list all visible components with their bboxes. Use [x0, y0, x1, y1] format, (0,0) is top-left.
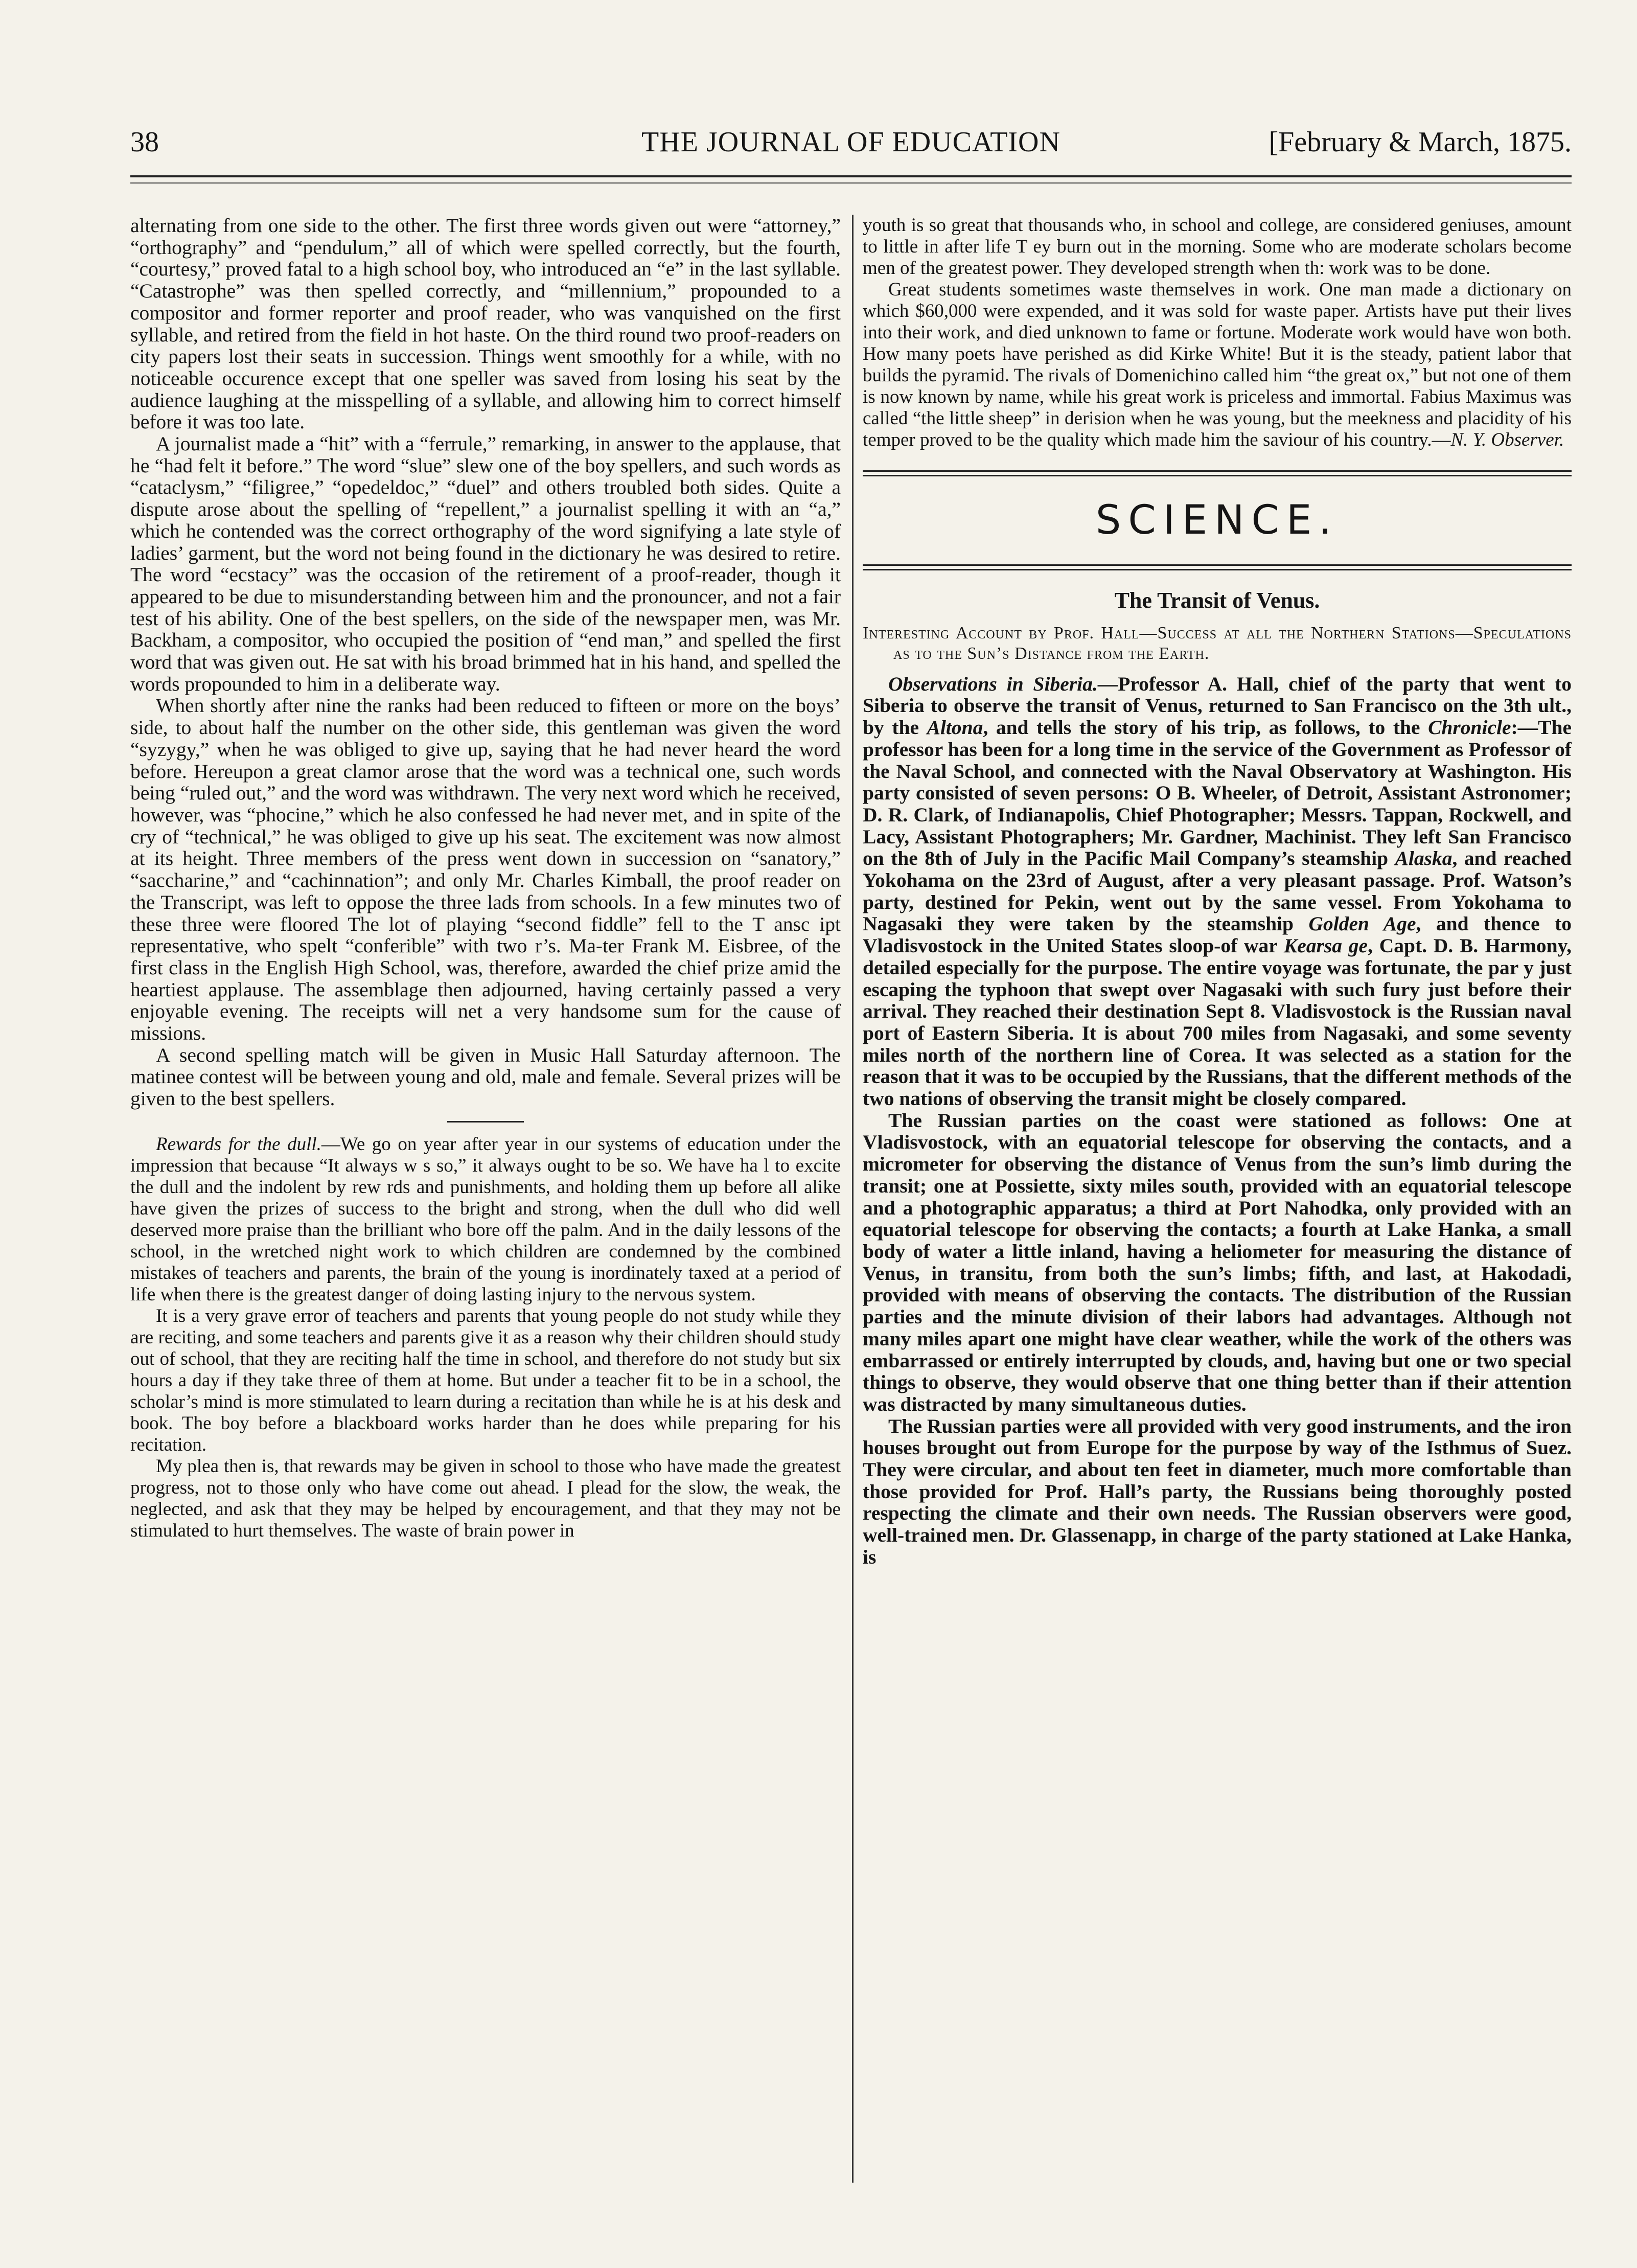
spelling-match-paragraph: alternating from one side to the other. The first three words given out were “attorney,” “orthography” and “pendulum,” all of which were spelled correctly, but the fourth, “courtesy,” proved fatal to a high school boy, who introduced an “e” in the last syllable. “Catastrophe” was then spelled correctly, and “millennium,” propounded to a compositor and former reporter and proof reader, who was vanquished on the first syllable, and retired from the field in hot haste. On the third round two proof-readers on city papers lost their seats in succession. Things went smoothly for a while, with no noticeable occurence except that one speller was saved from losing his seat by the audience laughing at the misspelling of a syllable, and allowing him to correct himself before it was too late.	[130, 215, 841, 433]
article-paragraph: Observations in Siberia.—Professor A. Hall, chief of the party that went to Siberia to observe the transit of Venus, returned to San Francisco on the 3th ult., by the Altona, and tells the story of his trip, as follows, to the Chronicle:—The professor has been for a long time in the service of the Government as Professor of the Naval School, and connected with the Naval Observatory at Washington. His party consisted of seven persons: O B. Wheeler, of Detroit, Assistant Astronomer; D. R. Clark, of Indianapolis, Chief Photographer; Messrs. Tappan, Rockwell, and Lacy, Assistant Photographers; Mr. Gardner, Machinist. They left San Francisco on the 8th of July in the Pacific Mail Company’s steamship Alaska, and reached Yokohama on the 23rd of August, after a very pleasant passage. Prof. Watson’s party, destined for Pekin, went out by the same vessel. From Yokohama to Nagasaki they were taken by the steamship Golden Age, and thence to Vladisvostock in the United States sloop-of war Kearsa ge, Capt. D. B. Harmony, detailed especially for the purpose. The entire voyage was fortunate, the par y just escaping the typhoon that swept over Nagasaki with such fury just before their arrival. They reached their destination Sept 8. Vladisvostock is the Russian naval port of Eastern Siberia. It is about 700 miles from Nagasaki, and some seventy miles north of the northern line of Corea. It was selected as a station for the reason that it was to be occupied by the Russians, that the different methods of the two nations of observing the transit might be closely compared.	[863, 672, 1572, 1110]
article-subheading: Interesting Account by Prof. Hall—Success at all the Northern Stations—Speculations as to the Sun’s Distance from the Earth.	[863, 623, 1572, 663]
header-rule-thin	[130, 182, 1572, 184]
left-column	[130, 215, 841, 2198]
page-header	[130, 122, 1572, 163]
article-paragraph: The Russian parties on the coast were stationed as follows: One at Vladisvostock, with an equatorial telescope for observing the contacts, and a micrometer for observing the distance of Venus from the sun’s limb during the transit; one at Possiette, sixty miles south, provided with an equatorial telescope and a photographic apparatus; a third at Port Nahodka, only provided with an equatorial telescope for observing the contacts; a fourth at Lake Hanka, a small body of water a little inland, having a heliometer for measuring the distance of Venus, in transitu, from both the sun’s limbs; fifth, and last, at Hakodadi, provided with means of observing the contacts. The distribution of the Russian parties and the minute division of their labors had advantages. Although not many miles apart one might have clear weather, while the work of the others was embarrassed or entirely interrupted by clouds, and, having but one or two special things to observe, they would observe that one thing better than if their attention was distracted by many simultaneous duties.	[863, 1109, 1572, 1415]
journal-title: THE JOURNAL OF EDUCATION	[641, 126, 1060, 158]
rewards-continued: youth is so great that thousands who, in school and college, are considered geniuses, amount to little in after life T ey burn out in the morning. Some who are moderate scholars become men of the greatest power. They developed strength when th: work was to be done.	[863, 215, 1572, 279]
article-title: The Transit of Venus.	[1114, 588, 1320, 613]
rewards-lead: Rewards for the dull.	[156, 1133, 321, 1155]
right-column	[863, 215, 1572, 2198]
rewards-paragraph: It is a very grave error of teachers and parents that young people do not study while they are reciting, and some teachers and parents give it as a reason why their children should study out of school, that they are reciting half the time in school, and therefore do not study but six hours a day if they take three of them at home. But under a teacher fit to be in a school, the scholar’s mind is more stimulated to learn during a recitation than while he is at his desk and book. The boy before a blackboard works harder than he does while preparing for his recitation.	[130, 1305, 841, 1455]
header-rule	[130, 175, 1572, 177]
rewards-paragraph	[130, 1134, 841, 1305]
great-students-paragraph: Great students sometimes waste themselves in work. One man made a dictionary on which $60,000 were expended, and it was sold for waste paper. Artists have put their lives into their work, and died unknown to fame or fortune. Moderate work would have won both. How many poets have perished as did Kirke White! But it is the steady, patient labor that builds the pyramid. The rivals of Domenichino called him “the great ox,” but not one of them is now known by name, while his great work is priceless and immortal. Fabius Maximus was called “the little sheep” in derision when he was young, but the meekness and placidity of his temper proved to be the quality which made him the saviour of his country.—N. Y. Observer.	[863, 279, 1572, 450]
rewards-paragraph: My plea then is, that rewards may be given in school to those who have made the greatest progress, not to those only who have come out ahead. I plead for the slow, the weak, the neglected, and ask that they may be helped by encouragement, and that they may not be stimulated to hurt themselves. The waste of brain power in	[130, 1455, 841, 1541]
page-number: 38	[130, 126, 159, 158]
source-attribution: N. Y. Observer.	[1450, 429, 1564, 450]
spelling-match-paragraph: When shortly after nine the ranks had been reduced to fifteen or more on the boys’ side, to about half the number on the other side, this gentleman was given the word “syzygy,” when he was obliged to give up, saying that he had never heard the word before. Hereupon a great clamor arose that the word was a technical one, such words being “ruled out,” and the word was withdrawn. The very next word which he received, however, was “phocine,” which he also confessed he had never met, and in spite of the cry of “technical,” he was obliged to give up his seat. The excitement was now almost at its height. Three members of the press went down in succession on “sanatory,” “saccharine,” and “cachinnation”; and only Mr. Charles Kimball, the proof reader on the Transcript, was left to oppose the three lads from schools. In a few minutes two of these three were floored The lot of playing “second fiddle” fell to the T ansc ipt representative, who spelt “conferible” with two r’s. Ma-ter Frank M. Eisbree, of the first class in the English High School, was, therefore, awarded the chief prize amid the heartiest applause. The assemblage then adjourned, having certainly passed a very enjoyable evening. The receipts will net a very handsome sum for the cause of missions.	[130, 694, 841, 1045]
issue-date: [February & March, 1875.	[1269, 126, 1572, 158]
section-title: SCIENCE.	[1095, 497, 1339, 543]
spelling-match-paragraph: A second spelling match will be given in Music Hall Saturday afternoon. The matinee contest will be between young and old, male and female. Several prizes will be given to the best spellers.	[130, 1043, 841, 1110]
section-rule	[863, 564, 1572, 570]
rewards-text: —We go on year after year in our systems of education under the impression that because “It always w s so,” it always ought to be so. We have ha l to excite the dull and the indolent by rew rds and punishments, and holding them up before all alike have given the prizes of success to the bright and strong, when the dull who did well deserved more praise than the brilliant who bore off the palm. And in the daily lessons of the school, in the wretched night work to which children are condemned by the combined mistakes of teachers and parents, the brain of the young is inordinately taxed at a period of life when there is the greatest danger of doing lasting injury to the nervous system.	[130, 1133, 841, 1305]
section-rule	[863, 470, 1572, 476]
section-divider	[447, 1121, 524, 1122]
article-paragraph: The Russian parties were all provided with very good instruments, and the iron houses brought out from Europe for the purpose by way of the Isthmus of Suez. They were circular, and about ten feet in diameter, much more comfortable than those provided for Prof. Hall’s party, the Russians being thoroughly posted respecting the climate and their own needs. The Russian observers were good, well-trained men. Dr. Glassenapp, in charge of the party stationed at Lake Hanka, is	[863, 1414, 1572, 1568]
column-divider	[852, 215, 854, 2183]
spelling-match-paragraph: A journalist made a “hit” with a “ferrule,” remarking, in answer to the applause, that he “had felt it before.” The word “slue” slew one of the boy spellers, and such words as “cataclysm,” “filigree,” “opedeldoc,” “duel” and others troubled both sides. Quite a dispute arose about the spelling of “repellent,” a journalist spelling it with an “a,” which he contended was the correct orthography of the word signifying a late style of ladies’ garment, but the word not being found in the dictionary he was desired to retire. The word “ecstacy” was the occasion of the retirement of a proof-reader, though it appeared to be due to misunderstanding between him and the pronouncer, and not a fair test of his ability. One of the best spellers, on the side of the newspaper men, was Mr. Backham, a compositor, who occupied the position of “end man,” and spelled the first word that was given out. He sat with his broad brimmed hat in his hand, and spelled the words propounded to him in a deliberate way.	[130, 432, 841, 695]
